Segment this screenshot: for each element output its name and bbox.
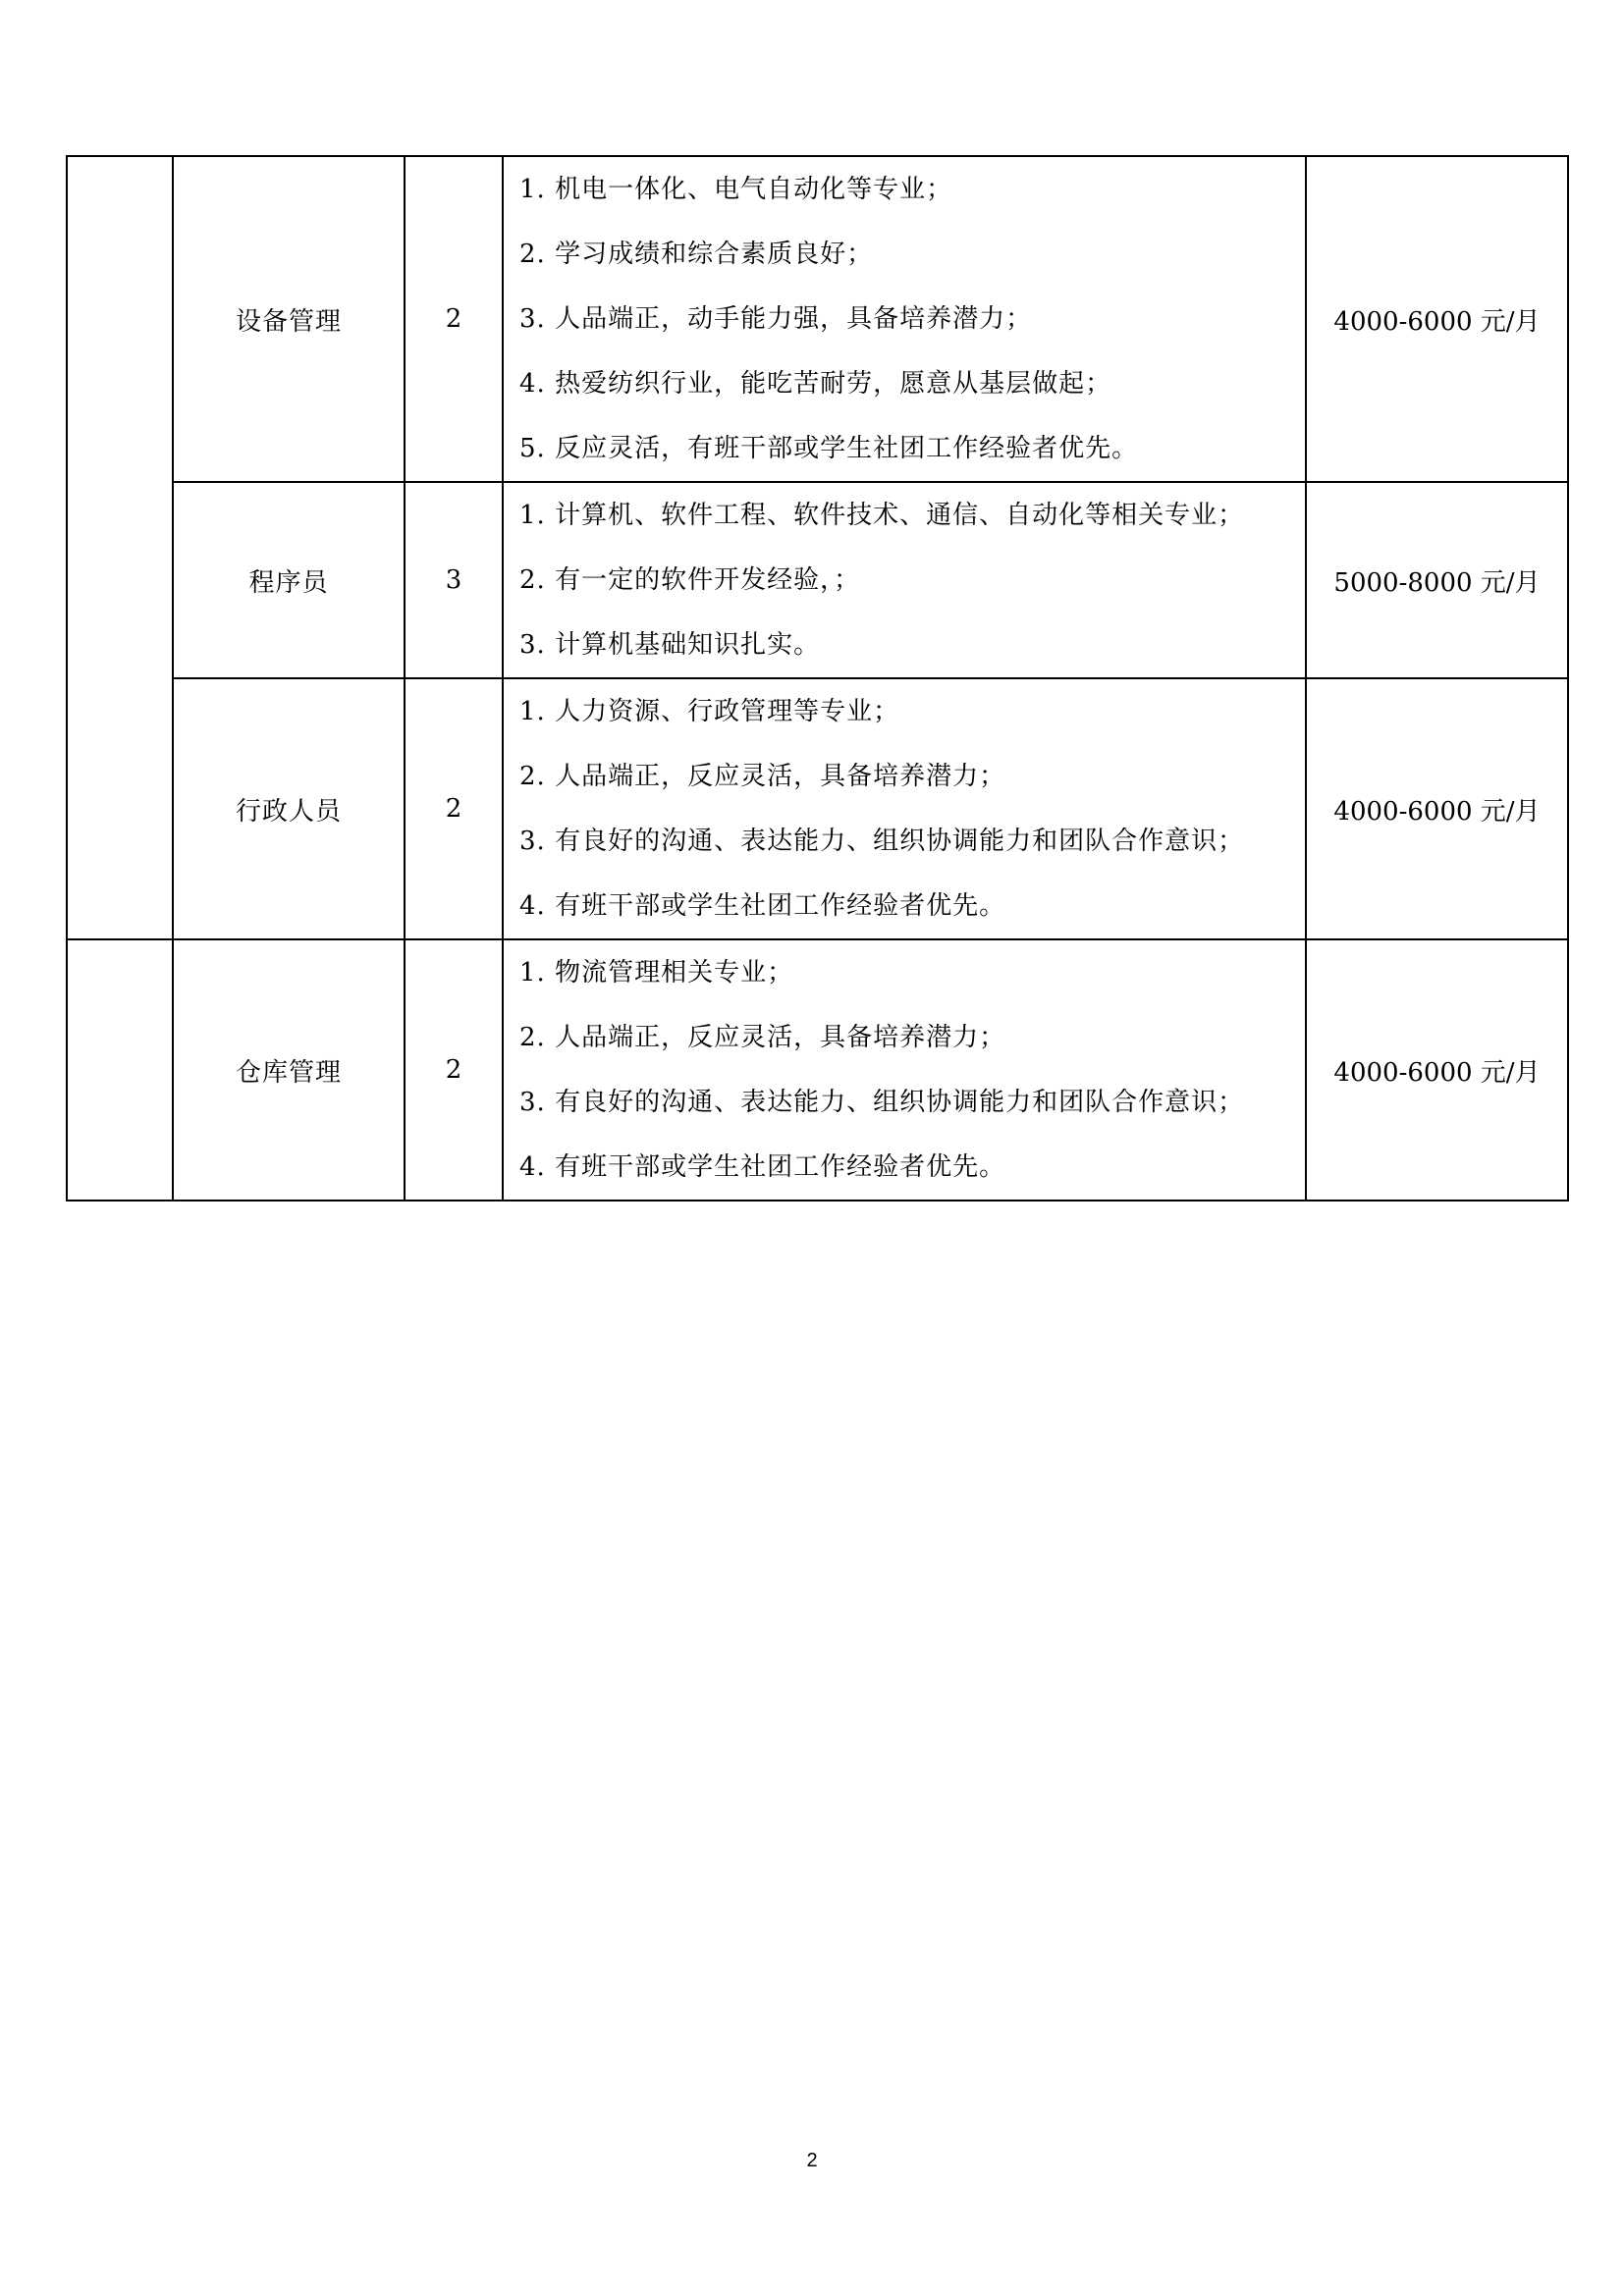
table-row: [67, 678, 1568, 939]
category-cell: [67, 939, 173, 1201]
position-cell: 设备管理: [173, 156, 405, 482]
requirement-item: 4. 有班干部或学生社团工作经验者优先。: [519, 1152, 1006, 1182]
page-number: 2: [806, 2150, 818, 2171]
recruitment-table: [66, 155, 1569, 1201]
requirement-item: 1. 人力资源、行政管理等专业；: [519, 697, 900, 726]
requirement-item: 3. 人品端正，动手能力强，具备培养潜力；: [519, 304, 1033, 334]
category-cell: [67, 156, 173, 939]
requirement-item: 5. 反应灵活，有班干部或学生社团工作经验者优先。: [519, 434, 1139, 463]
requirements-cell: [503, 678, 1306, 939]
position-cell: 行政人员: [173, 678, 405, 939]
requirements-cell: [503, 482, 1306, 678]
requirements-cell: [503, 939, 1306, 1201]
headcount-cell: 3: [405, 482, 503, 678]
headcount-cell: 2: [405, 939, 503, 1201]
headcount-cell: 2: [405, 678, 503, 939]
salary-cell: 4000-6000 元/月: [1306, 156, 1568, 482]
requirement-item: 2. 学习成绩和综合素质良好；: [519, 240, 874, 269]
requirements-list: [519, 157, 1305, 481]
position-cell: 仓库管理: [173, 939, 405, 1201]
requirement-item: 2. 人品端正，反应灵活，具备培养潜力；: [519, 762, 1006, 791]
requirement-item: 4. 有班干部或学生社团工作经验者优先。: [519, 891, 1006, 921]
salary-cell: 4000-6000 元/月: [1306, 939, 1568, 1201]
salary-cell: 5000-8000 元/月: [1306, 482, 1568, 678]
requirement-item: 2. 人品端正，反应灵活，具备培养潜力；: [519, 1023, 1006, 1052]
headcount-cell: 2: [405, 156, 503, 482]
table-row: [67, 482, 1568, 678]
table-row: [67, 939, 1568, 1201]
requirement-item: 2. 有一定的软件开发经验，；: [519, 565, 861, 595]
salary-cell: 4000-6000 元/月: [1306, 678, 1568, 939]
requirement-item: 1. 物流管理相关专业；: [519, 958, 794, 988]
requirements-list: [519, 483, 1305, 677]
requirement-item: 3. 有良好的沟通、表达能力、组织协调能力和团队合作意识；: [519, 1088, 1245, 1117]
requirement-item: 4. 热爱纺织行业，能吃苦耐劳，愿意从基层做起；: [519, 369, 1112, 399]
requirement-item: 1. 机电一体化、电气自动化等专业；: [519, 175, 953, 204]
table-row: [67, 156, 1568, 482]
requirements-list: [519, 940, 1305, 1200]
requirements-list: [519, 679, 1305, 938]
requirement-item: 3. 有良好的沟通、表达能力、组织协调能力和团队合作意识；: [519, 827, 1245, 856]
requirement-item: 1. 计算机、软件工程、软件技术、通信、自动化等相关专业；: [519, 501, 1245, 530]
requirement-item: 3. 计算机基础知识扎实。: [519, 630, 821, 660]
requirements-cell: [503, 156, 1306, 482]
position-cell: 程序员: [173, 482, 405, 678]
